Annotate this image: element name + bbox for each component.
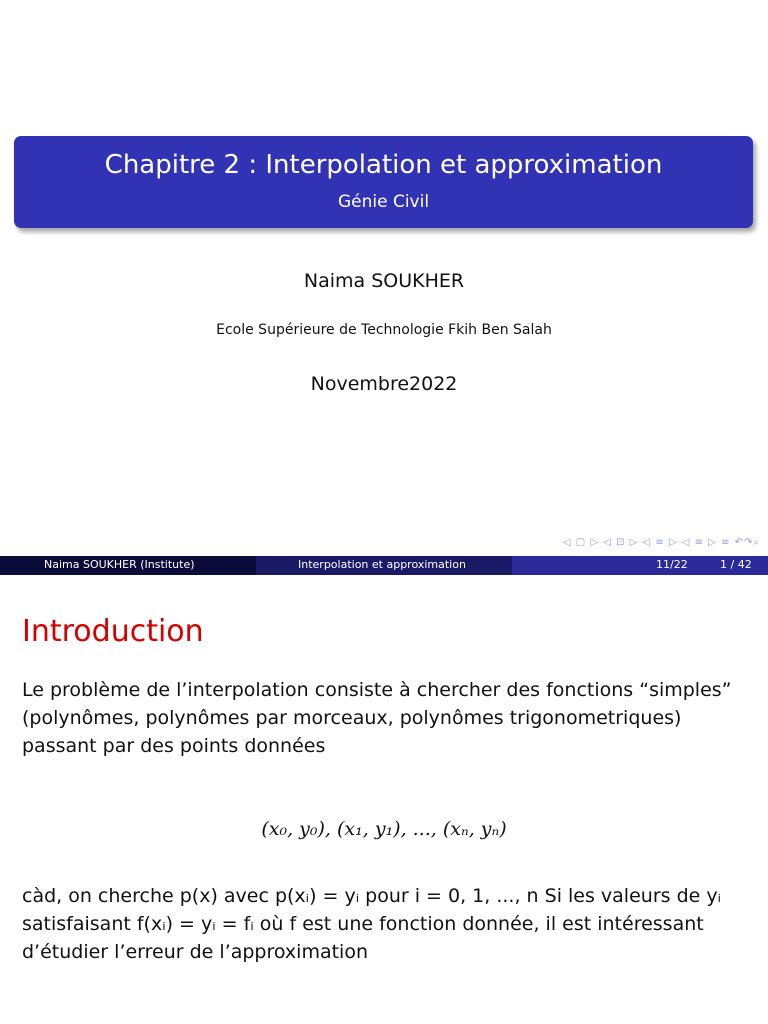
footline-title: Interpolation et approximation [298, 558, 466, 571]
institute-name: Ecole Supérieure de Technologie Fkih Ben Salah [216, 322, 552, 338]
points-formula: (x₀, y₀), (x₁, y₁), ..., (xₙ, yₙ) [261, 818, 507, 840]
footline-author-box [0, 556, 256, 575]
footline-date: 11/22 [656, 558, 688, 571]
introduction-slide [0, 576, 768, 1024]
beamer-navigation-icons[interactable]: ◁ ▢ ▷ ◁ ⊡ ▷ ◁ ≡ ▷ ◁ ≡ ▷ ≡ ↶↷⌕ [562, 537, 760, 548]
frame-title: Introduction [22, 614, 204, 649]
presentation-date: Novembre2022 [310, 373, 458, 395]
presentation-subtitle: Génie Civil [337, 192, 430, 212]
footline [0, 556, 768, 575]
footline-title-box [256, 556, 512, 575]
presentation-title: Chapitre 2 : Interpolation et approximation [104, 150, 663, 180]
footline-page-number: 1 / 42 [720, 558, 752, 571]
footline-author: Naima SOUKHER (Institute) [44, 558, 195, 571]
paragraph-interpolation-condition: càd, on cherche p(x) avec p(xᵢ) = yᵢ pour i = 0, 1, ..., n Si les valeurs de yᵢ satisfaisant f(xᵢ) = yᵢ = fᵢ où f est une fonction donnée, il est intéressant d’étudier l’erreur de l’approximation [22, 885, 721, 963]
title-box [14, 136, 753, 228]
author-name: Naima SOUKHER [303, 270, 465, 292]
paragraph-interpolation-definition: Le problème de l’interpolation consiste à chercher des fonctions “simples” (polynômes, polynômes par morceaux, polynômes trigonometriques) passant par des points données [22, 679, 732, 757]
footline-date-box [512, 556, 768, 575]
